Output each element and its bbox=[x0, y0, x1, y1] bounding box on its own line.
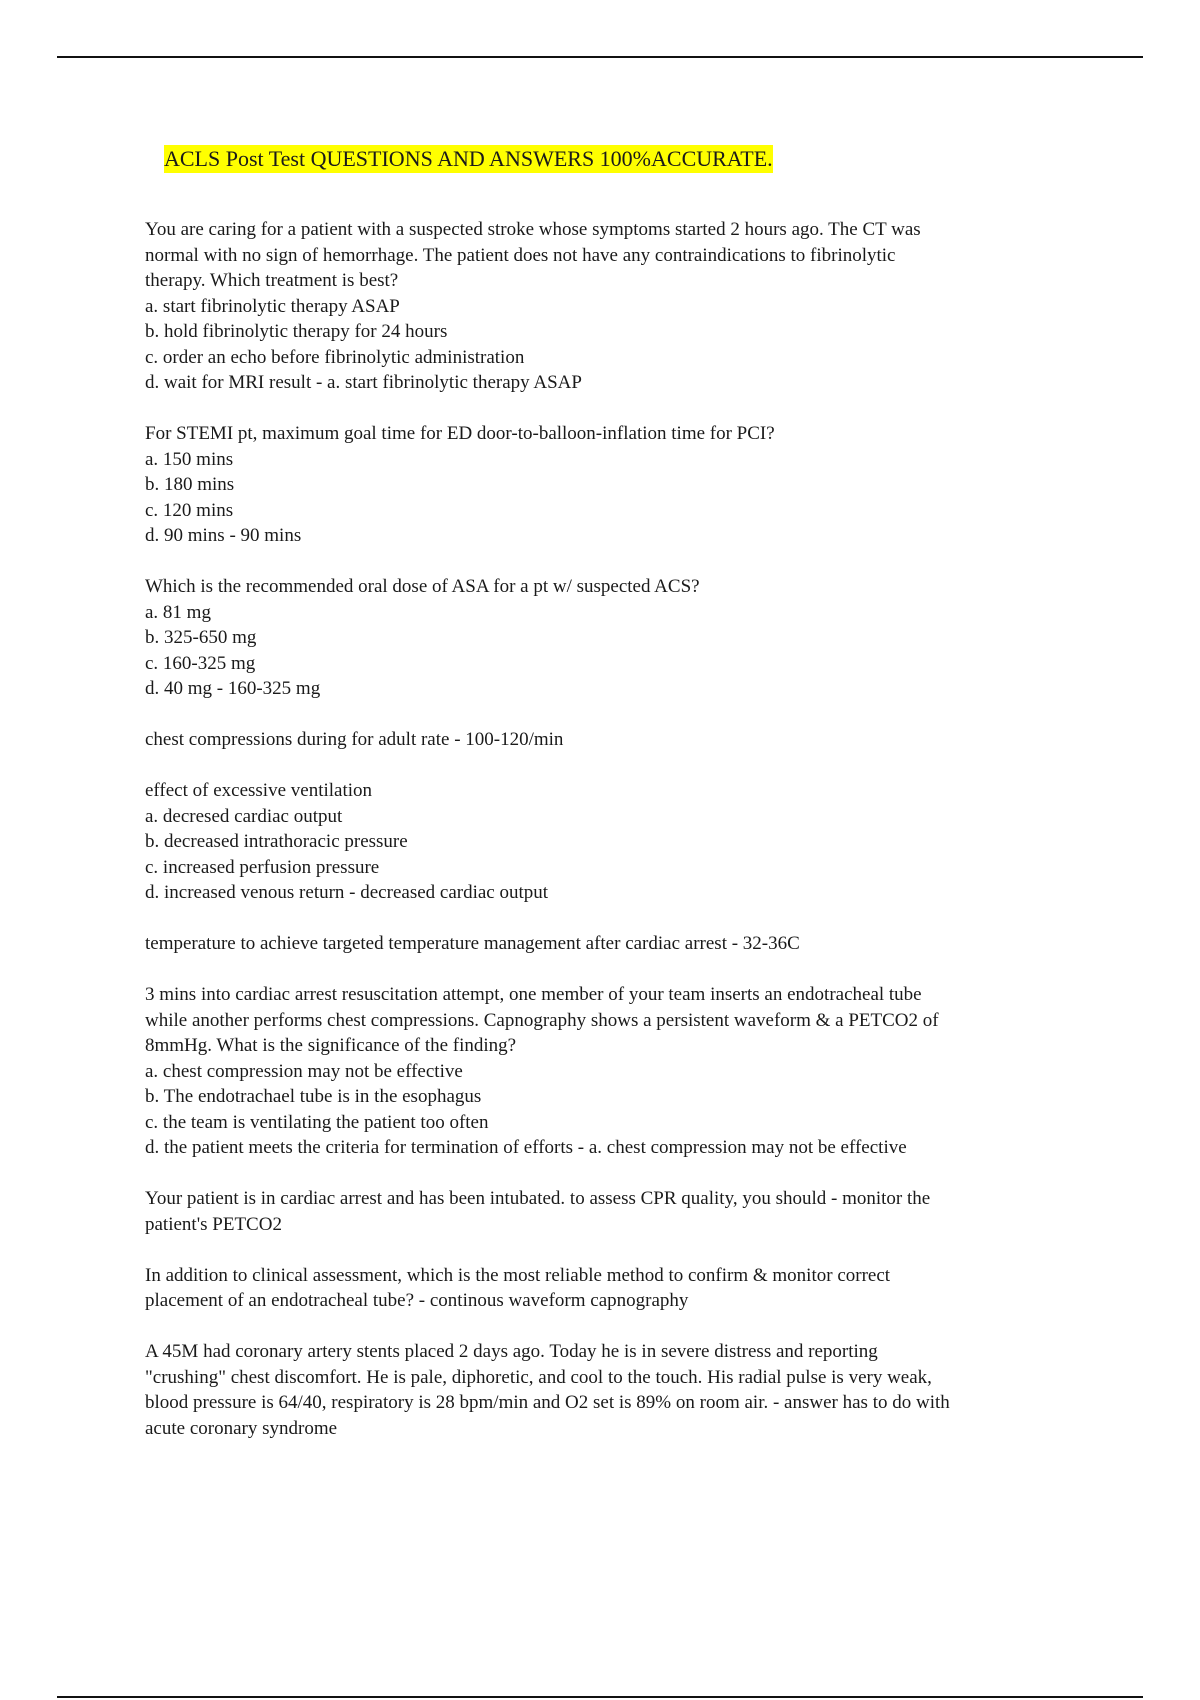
qa-line: chest compressions during for adult rate - 100-120/min bbox=[145, 729, 564, 750]
bottom-rule bbox=[57, 1696, 1143, 1698]
qa-line: a. 150 mins bbox=[145, 448, 234, 470]
qa-line: 3 mins into cardiac arrest resuscitation attempt, one member of your team inserts an endotracheal tube bbox=[145, 984, 922, 1005]
qa-line: b. 180 mins bbox=[145, 474, 235, 495]
qa-line: acute coronary syndrome bbox=[145, 1417, 338, 1439]
qa-line: You are caring for a patient with a suspected stroke whose symptoms started 2 hours ago. The CT was bbox=[145, 219, 921, 240]
qa-line: a. 81 mg bbox=[145, 601, 211, 623]
qa-block bbox=[145, 1263, 1095, 1314]
qa-line: effect of excessive ventilation bbox=[145, 780, 373, 801]
qa-line: a. chest compression may not be effective bbox=[145, 1060, 463, 1082]
title-part-1: ACLS Post Test bbox=[164, 146, 311, 171]
qa-line: d. increased venous return - decreased cardiac output bbox=[145, 882, 549, 903]
qa-line: Your patient is in cardiac arrest and has been intubated. to assess CPR quality, you should - monitor the bbox=[145, 1188, 931, 1209]
document-title bbox=[164, 145, 773, 173]
qa-block bbox=[145, 574, 1095, 702]
qa-line: For STEMI pt, maximum goal time for ED door-to-balloon-inflation time for PCI? bbox=[145, 423, 775, 444]
qa-block bbox=[145, 778, 1095, 906]
qa-block bbox=[145, 217, 1095, 396]
qa-block bbox=[145, 727, 1095, 753]
qa-line: b. 325-650 mg bbox=[145, 627, 257, 648]
top-rule bbox=[57, 56, 1143, 58]
title-highlight bbox=[164, 145, 773, 173]
qa-line: a. decresed cardiac output bbox=[145, 805, 343, 827]
qa-line: d. the patient meets the criteria for termination of efforts - a. chest compression may not be effective bbox=[145, 1137, 907, 1158]
qa-line: c. 120 mins bbox=[145, 499, 234, 521]
qa-line: b. hold fibrinolytic therapy for 24 hours bbox=[145, 321, 448, 342]
qa-block bbox=[145, 1339, 1095, 1441]
title-part-2: QUESTIONS AND ANSWERS 100%ACCURATE. bbox=[310, 146, 773, 171]
qa-line: d. 90 mins - 90 mins bbox=[145, 525, 302, 546]
qa-line: c. order an echo before fibrinolytic administration bbox=[145, 346, 525, 368]
qa-line: Which is the recommended oral dose of ASA for a pt w/ suspected ACS? bbox=[145, 576, 700, 597]
qa-line: c. increased perfusion pressure bbox=[145, 856, 380, 878]
qa-block bbox=[145, 931, 1095, 957]
qa-line: "crushing" chest discomfort. He is pale, diphoretic, and cool to the touch. His radial pulse is very weak, bbox=[145, 1366, 932, 1388]
qa-line: blood pressure is 64/40, respiratory is 28 bpm/min and O2 set is 89% on room air. - answer has to do with bbox=[145, 1392, 950, 1413]
qa-line: A 45M had coronary artery stents placed 2 days ago. Today he is in severe distress and reporting bbox=[145, 1341, 878, 1362]
qa-line: therapy. Which treatment is best? bbox=[145, 270, 399, 291]
qa-block bbox=[145, 982, 1095, 1161]
qa-line: patient's PETCO2 bbox=[145, 1213, 282, 1235]
qa-line: c. the team is ventilating the patient too often bbox=[145, 1111, 489, 1133]
qa-block bbox=[145, 421, 1095, 549]
qa-block bbox=[145, 1186, 1095, 1237]
qa-line: c. 160-325 mg bbox=[145, 652, 256, 674]
document-body bbox=[145, 217, 1095, 1467]
qa-line: b. The endotrachael tube is in the esophagus bbox=[145, 1086, 482, 1107]
qa-line: In addition to clinical assessment, which is the most reliable method to confirm & monitor correct bbox=[145, 1264, 891, 1286]
qa-line: 8mmHg. What is the significance of the finding? bbox=[145, 1035, 517, 1056]
qa-line: normal with no sign of hemorrhage. The patient does not have any contraindications to fibrinolytic bbox=[145, 244, 896, 266]
qa-line: placement of an endotracheal tube? - continous waveform capnography bbox=[145, 1290, 689, 1311]
qa-line: d. 40 mg - 160-325 mg bbox=[145, 678, 321, 699]
qa-line: temperature to achieve targeted temperature management after cardiac arrest - 32-36C bbox=[145, 933, 800, 954]
qa-line: b. decreased intrathoracic pressure bbox=[145, 831, 408, 852]
qa-line: a. start fibrinolytic therapy ASAP bbox=[145, 295, 400, 317]
qa-line: d. wait for MRI result - a. start fibrinolytic therapy ASAP bbox=[145, 372, 582, 393]
qa-line: while another performs chest compressions. Capnography shows a persistent waveform & a PETCO2 of bbox=[145, 1009, 939, 1031]
